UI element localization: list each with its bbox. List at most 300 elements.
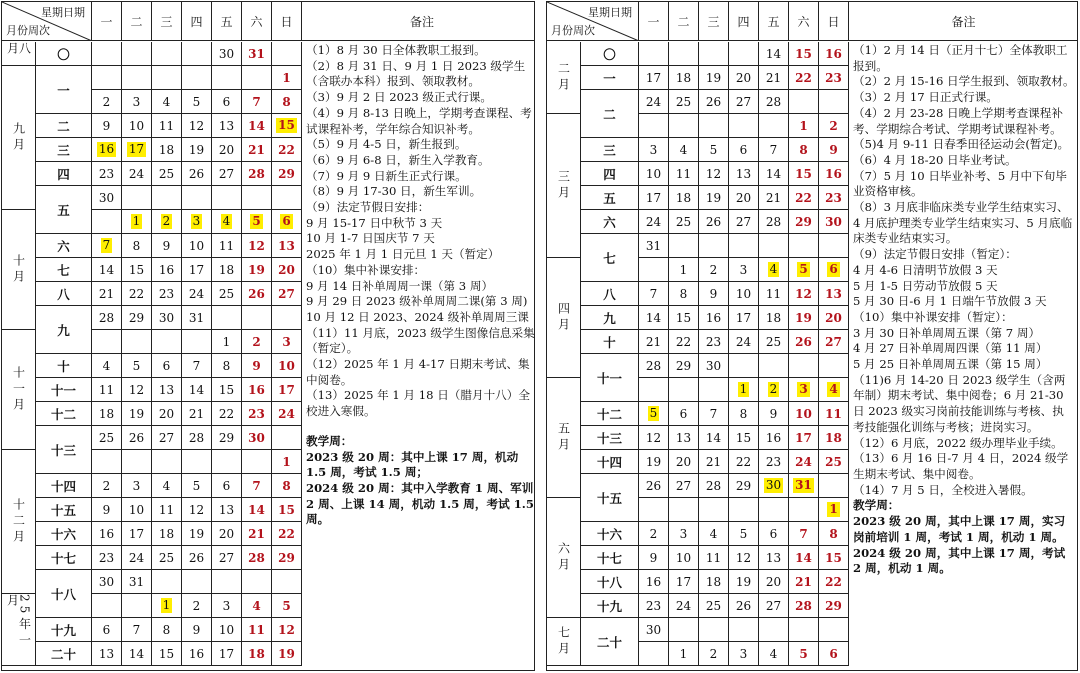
week-number: 七 [581, 234, 639, 282]
week-number: 五 [581, 186, 639, 210]
date-cell [182, 330, 212, 354]
date-cell [92, 450, 122, 474]
date-cell: 29 [212, 426, 242, 450]
date-cell: 9 [92, 114, 122, 138]
date-cell: 3 [212, 594, 242, 618]
date-cell: 14 [639, 306, 669, 330]
date-cell: 27 [272, 282, 302, 306]
date-cell: 18 [759, 306, 789, 330]
date-cell: 23 [819, 186, 849, 210]
highlighted-date: 1 [132, 214, 141, 228]
date-cell: 6 [92, 618, 122, 642]
corner-label-month-week: 月份周次 [551, 24, 595, 37]
date-cell: 12 [182, 114, 212, 138]
date-cell: 4 [669, 138, 699, 162]
date-cell: 28 [759, 90, 789, 114]
fall-semester-calendar [1, 1, 535, 671]
date-cell: 26 [242, 282, 272, 306]
month-label [2, 66, 36, 210]
date-cell: 27 [212, 546, 242, 570]
highlighted-date: 6 [829, 262, 838, 276]
date-cell [122, 330, 152, 354]
date-cell: 8 [272, 474, 302, 498]
date-cell: 10 [789, 402, 819, 426]
date-cell [122, 450, 152, 474]
date-cell: 12 [182, 498, 212, 522]
date-cell: 20 [212, 522, 242, 546]
date-cell: 1 [669, 642, 699, 666]
date-cell: 17 [729, 306, 759, 330]
date-cell [819, 234, 849, 258]
week-number: 二 [581, 90, 639, 138]
date-cell: 24 [272, 402, 302, 426]
date-cell: 30 [92, 570, 122, 594]
week-number: 十二 [36, 402, 92, 426]
date-cell: 16 [759, 426, 789, 450]
date-cell: 22 [669, 330, 699, 354]
date-cell [182, 210, 212, 234]
corner-label-month-week: 月份周次 [6, 24, 50, 37]
note-item: （1）2 月 14 日（正月十七）全体教职工报到。 [853, 43, 1068, 73]
weekday-header: 五 [212, 2, 242, 41]
notes-column [849, 42, 1078, 670]
date-cell: 12 [729, 546, 759, 570]
date-cell: 17 [182, 258, 212, 282]
date-cell: 28 [242, 546, 272, 570]
date-cell: 15 [272, 498, 302, 522]
note-item: （13）2025 年 1 月 18 日（腊月十八）全校进入寒假。 [306, 388, 530, 419]
date-cell: 12 [639, 426, 669, 450]
weekday-header: 二 [122, 2, 152, 41]
note-item: （1）8 月 30 日全体教职工报到。 [306, 43, 486, 57]
date-cell: 18 [699, 570, 729, 594]
date-cell [669, 42, 699, 66]
date-cell: 27 [819, 330, 849, 354]
date-cell [639, 258, 669, 282]
date-cell [182, 570, 212, 594]
month-label [2, 594, 36, 666]
date-cell: 13 [92, 642, 122, 666]
date-cell: 12 [699, 162, 729, 186]
note-item: （3）9 月 2 日 2023 级正式行课。 [306, 90, 492, 105]
week-number: 十二 [581, 402, 639, 426]
date-cell [152, 570, 182, 594]
date-cell: 5 [729, 522, 759, 546]
date-cell: 1 [789, 114, 819, 138]
date-cell: 25 [212, 282, 242, 306]
date-cell: 26 [182, 546, 212, 570]
date-cell [819, 258, 849, 282]
note-item: （4）2 月 23-28 日晚上学期考查课程补考、学期综合考试、学期考试课程补考。 [853, 105, 1063, 136]
date-cell: 31 [242, 42, 272, 66]
week-number: 五 [36, 186, 92, 234]
note-item: （11)6 月 14-20 日 2023 级学生（含两年制）期末考试、集中阅卷；6 月 21-30 日 2023 级实习岗前技能训练与考核、执考技能强化训练与考核；进岗实习。 [853, 372, 1066, 434]
date-cell: 11 [669, 162, 699, 186]
date-cell: 10 [122, 114, 152, 138]
month-label [2, 210, 36, 330]
month-label-text: 十一月 [11, 365, 26, 414]
date-cell: 28 [639, 354, 669, 378]
date-cell: 21 [92, 282, 122, 306]
date-cell: 9 [152, 234, 182, 258]
date-cell: 14 [122, 642, 152, 666]
date-cell: 11 [152, 114, 182, 138]
date-cell: 7 [759, 138, 789, 162]
date-cell: 22 [272, 138, 302, 162]
date-cell: 20 [152, 402, 182, 426]
date-cell: 19 [789, 306, 819, 330]
week-number: 十六 [581, 522, 639, 546]
highlighted-date: 15 [278, 118, 295, 132]
date-cell [759, 618, 789, 642]
date-cell: 8 [272, 90, 302, 114]
date-cell: 20 [759, 570, 789, 594]
week-number: 十七 [36, 546, 92, 570]
date-cell [242, 210, 272, 234]
date-cell [212, 210, 242, 234]
date-cell: 13 [729, 162, 759, 186]
date-cell [639, 642, 669, 666]
date-cell: 23 [819, 66, 849, 90]
date-cell: 1 [669, 258, 699, 282]
date-cell [639, 498, 669, 522]
date-cell: 14 [182, 378, 212, 402]
date-cell [669, 378, 699, 402]
note-item: 10 月 12 日 2023、2024 级补单周周三课 [306, 309, 529, 324]
date-cell: 9 [242, 354, 272, 378]
date-cell [212, 306, 242, 330]
date-cell: 14 [242, 498, 272, 522]
date-cell: 17 [212, 642, 242, 666]
note-item: （10）集中补课安排（暂定）： [853, 309, 1013, 324]
weekday-header: 日 [819, 2, 849, 41]
month-label-text: 四月 [556, 301, 571, 334]
week-number: 十 [36, 354, 92, 378]
date-cell [92, 66, 122, 90]
teaching-weeks-item: 2024 级 20 周：其中入学教育 1 周、军训 2 周、上课 14 周，机动 1.5 周，考试 1.5 周。 [306, 480, 534, 527]
date-cell: 30 [819, 210, 849, 234]
week-number: 六 [36, 234, 92, 258]
notes-header: 备注 [409, 15, 434, 29]
month-label [2, 42, 36, 66]
date-cell: 3 [729, 642, 759, 666]
date-cell: 9 [819, 138, 849, 162]
date-cell [699, 378, 729, 402]
teaching-weeks-item: 2023 级 20 周，其中上课 17 周，实习岗前培训 1 周，考试 1 周，机动 1 周。 [853, 514, 1066, 544]
highlighted-date: 3 [192, 214, 201, 228]
week-number: 十六 [36, 522, 92, 546]
highlighted-date: 4 [222, 214, 231, 228]
month-label-text: 二月 [556, 61, 571, 94]
date-cell: 21 [759, 186, 789, 210]
date-cell: 4 [699, 522, 729, 546]
week-number: 二十 [581, 618, 639, 666]
date-cell: 23 [92, 162, 122, 186]
week-number: 十三 [581, 426, 639, 450]
teaching-weeks-item: 2024 级 20 周，其中上课 17 周，考试 2 周，机动 1 周。 [853, 545, 1066, 576]
date-cell: 15 [819, 546, 849, 570]
notes-column [302, 42, 542, 670]
month-label-text: 三月 [556, 169, 571, 202]
date-cell: 12 [242, 234, 272, 258]
date-cell [729, 42, 759, 66]
date-cell: 5 [122, 354, 152, 378]
date-cell: 26 [182, 162, 212, 186]
date-cell: 31 [182, 306, 212, 330]
week-number: 十四 [581, 450, 639, 474]
date-cell [789, 378, 819, 402]
highlighted-date: 1 [162, 598, 171, 612]
date-cell [699, 498, 729, 522]
date-cell: 26 [729, 594, 759, 618]
date-cell: 11 [212, 234, 242, 258]
date-cell: 10 [182, 234, 212, 258]
date-cell: 12 [789, 282, 819, 306]
date-cell [669, 618, 699, 642]
date-cell: 24 [122, 162, 152, 186]
date-cell: 15 [789, 42, 819, 66]
date-cell: 15 [669, 306, 699, 330]
month-label-text: 九月 [11, 121, 26, 154]
highlighted-date: 7 [102, 238, 111, 252]
date-cell: 22 [122, 282, 152, 306]
date-cell: 28 [92, 306, 122, 330]
date-cell [819, 618, 849, 642]
date-cell: 6 [152, 354, 182, 378]
date-cell: 24 [639, 90, 669, 114]
date-cell: 23 [759, 450, 789, 474]
date-cell [242, 66, 272, 90]
week-number: 十八 [581, 570, 639, 594]
date-cell: 6 [759, 522, 789, 546]
date-cell [92, 210, 122, 234]
date-cell [242, 306, 272, 330]
date-cell: 24 [639, 210, 669, 234]
date-cell: 16 [182, 642, 212, 666]
highlighted-date: 30 [765, 478, 782, 492]
note-item: 9 月 15-17 日中秋节 3 天 [306, 215, 443, 230]
weekday-header: 一 [639, 2, 669, 41]
date-cell: 25 [759, 330, 789, 354]
date-cell: 9 [92, 498, 122, 522]
date-cell [759, 258, 789, 282]
date-cell [789, 90, 819, 114]
note-item: （7）5 月 10 日毕业补考、5 月中下旬毕业资格审核。 [853, 168, 1067, 199]
date-cell [122, 210, 152, 234]
date-cell: 20 [729, 186, 759, 210]
date-cell: 29 [122, 306, 152, 330]
date-cell: 23 [699, 330, 729, 354]
month-label [547, 498, 581, 618]
date-cell: 5 [272, 594, 302, 618]
date-cell: 19 [699, 186, 729, 210]
teaching-weeks-title: 教学周： [853, 498, 900, 513]
date-cell [819, 378, 849, 402]
date-cell: 3 [122, 474, 152, 498]
date-cell: 31 [639, 234, 669, 258]
header-corner [2, 2, 92, 41]
note-item: （6）4 月 18-20 日毕业考试。 [853, 152, 1017, 167]
date-cell: 16 [639, 570, 669, 594]
date-cell: 22 [212, 402, 242, 426]
date-cell [272, 426, 302, 450]
date-cell [639, 114, 669, 138]
date-cell: 13 [212, 498, 242, 522]
note-item: （8）3 月底非临床类专业学生结束实习、4 月底护理类专业学生结束实习、5 月底临床类专业结束实习。 [853, 200, 1073, 246]
date-cell: 19 [729, 570, 759, 594]
date-cell: 20 [669, 450, 699, 474]
note-item: （6）9 月 6-8 日，新生入学教育。 [306, 152, 490, 167]
date-cell: 26 [789, 330, 819, 354]
date-cell: 1 [212, 330, 242, 354]
date-cell [729, 114, 759, 138]
date-cell: 21 [242, 138, 272, 162]
date-cell: 8 [122, 234, 152, 258]
date-cell: 17 [639, 66, 669, 90]
date-cell: 30 [699, 354, 729, 378]
date-cell: 20 [819, 306, 849, 330]
date-cell [152, 330, 182, 354]
date-cell [759, 234, 789, 258]
date-cell [212, 570, 242, 594]
date-cell: 12 [122, 378, 152, 402]
month-label-text: 五月 [556, 421, 571, 454]
date-cell: 5 [182, 474, 212, 498]
date-cell: 4 [92, 354, 122, 378]
date-cell [242, 186, 272, 210]
weekday-header: 一 [92, 2, 122, 41]
week-number: 十四 [36, 474, 92, 498]
date-cell [272, 570, 302, 594]
weekday-header: 五 [759, 2, 789, 41]
date-cell [759, 378, 789, 402]
date-cell: 19 [242, 258, 272, 282]
date-cell: 10 [272, 354, 302, 378]
date-cell: 18 [152, 522, 182, 546]
date-cell [789, 234, 819, 258]
highlighted-date: 5 [252, 214, 261, 228]
week-number: 十一 [36, 378, 92, 402]
date-cell: 7 [122, 618, 152, 642]
note-item: 9 月 29 日 2023 级补单周周二课(第 3 周) [306, 294, 528, 309]
date-cell: 30 [92, 186, 122, 210]
month-label [547, 618, 581, 666]
date-cell [212, 450, 242, 474]
date-cell: 24 [182, 282, 212, 306]
date-cell: 25 [699, 594, 729, 618]
week-number: 十五 [36, 498, 92, 522]
date-cell: 8 [819, 522, 849, 546]
date-cell [699, 114, 729, 138]
date-cell [122, 594, 152, 618]
highlighted-date: 4 [829, 382, 838, 396]
date-cell: 28 [789, 594, 819, 618]
date-cell: 8 [789, 138, 819, 162]
date-cell: 15 [729, 426, 759, 450]
date-cell: 11 [242, 618, 272, 642]
note-item: （4）9 月 8-13 日晚上，学期考查课程、考试课程补考，学年综合知识补考。 [306, 105, 532, 136]
weekday-header: 六 [789, 2, 819, 41]
note-item: （10）集中补课安排： [306, 262, 426, 277]
week-number: 十八 [36, 570, 92, 618]
date-cell: 28 [182, 426, 212, 450]
month-label [547, 114, 581, 258]
teaching-weeks-item: 2023 级 20 周：其中上课 17 周，机动 1.5 周，考试 1.5 周； [306, 449, 519, 480]
date-cell: 17 [789, 426, 819, 450]
month-label-text: 七月 [556, 625, 571, 658]
date-cell: 18 [669, 186, 699, 210]
date-cell: 19 [182, 138, 212, 162]
date-cell [789, 474, 819, 498]
date-cell [242, 450, 272, 474]
date-cell: 30 [212, 42, 242, 66]
highlighted-date: 17 [128, 142, 145, 156]
date-cell: 9 [699, 282, 729, 306]
date-cell: 25 [819, 450, 849, 474]
date-cell [272, 306, 302, 330]
highlighted-date: 1 [739, 382, 748, 396]
date-cell: 14 [242, 114, 272, 138]
date-cell: 5 [699, 138, 729, 162]
date-cell [122, 186, 152, 210]
date-cell [182, 450, 212, 474]
date-cell [272, 114, 302, 138]
date-cell [759, 114, 789, 138]
date-cell: 22 [819, 570, 849, 594]
note-item: 5 月 25 日补单周周五课（第 15 周） [853, 357, 1048, 372]
note-item: 10 月 1-7 日国庆节 7 天 [306, 231, 435, 246]
date-cell: 25 [669, 210, 699, 234]
date-cell: 16 [152, 258, 182, 282]
note-item: 5 月 30 日-6 月 1 日端午节放假 3 天 [853, 294, 1047, 309]
date-cell: 30 [639, 618, 669, 642]
date-cell: 19 [182, 522, 212, 546]
date-cell [699, 618, 729, 642]
date-cell: 13 [272, 234, 302, 258]
week-number: 八 [581, 282, 639, 306]
week-number: 七 [36, 258, 92, 282]
week-number: 三 [581, 138, 639, 162]
month-label-text: 八月 [5, 42, 32, 58]
date-cell [789, 498, 819, 522]
date-cell: 18 [152, 138, 182, 162]
date-cell: 19 [122, 402, 152, 426]
date-cell: 21 [639, 330, 669, 354]
date-cell: 16 [819, 162, 849, 186]
date-cell: 15 [789, 162, 819, 186]
date-cell: 11 [819, 402, 849, 426]
month-label [547, 258, 581, 378]
date-cell: 17 [669, 570, 699, 594]
date-cell: 3 [639, 138, 669, 162]
date-cell: 7 [242, 90, 272, 114]
date-cell: 4 [152, 90, 182, 114]
note-item: （9）法定节假日安排（暂定）： [853, 247, 1017, 262]
date-cell: 18 [242, 642, 272, 666]
highlighted-date: 5 [799, 262, 808, 276]
note-item: （13）6 月 16 日-7 月 4 日，2024 级学生期末考试、集中阅卷。 [853, 451, 1069, 481]
weekday-header: 四 [729, 2, 759, 41]
date-cell: 28 [699, 474, 729, 498]
date-cell [639, 402, 669, 426]
week-number: 三 [36, 138, 92, 162]
date-cell [819, 474, 849, 498]
date-cell: 6 [729, 138, 759, 162]
date-cell: 9 [759, 402, 789, 426]
week-number: 十一 [581, 354, 639, 402]
date-cell: 7 [182, 354, 212, 378]
date-cell [242, 570, 272, 594]
